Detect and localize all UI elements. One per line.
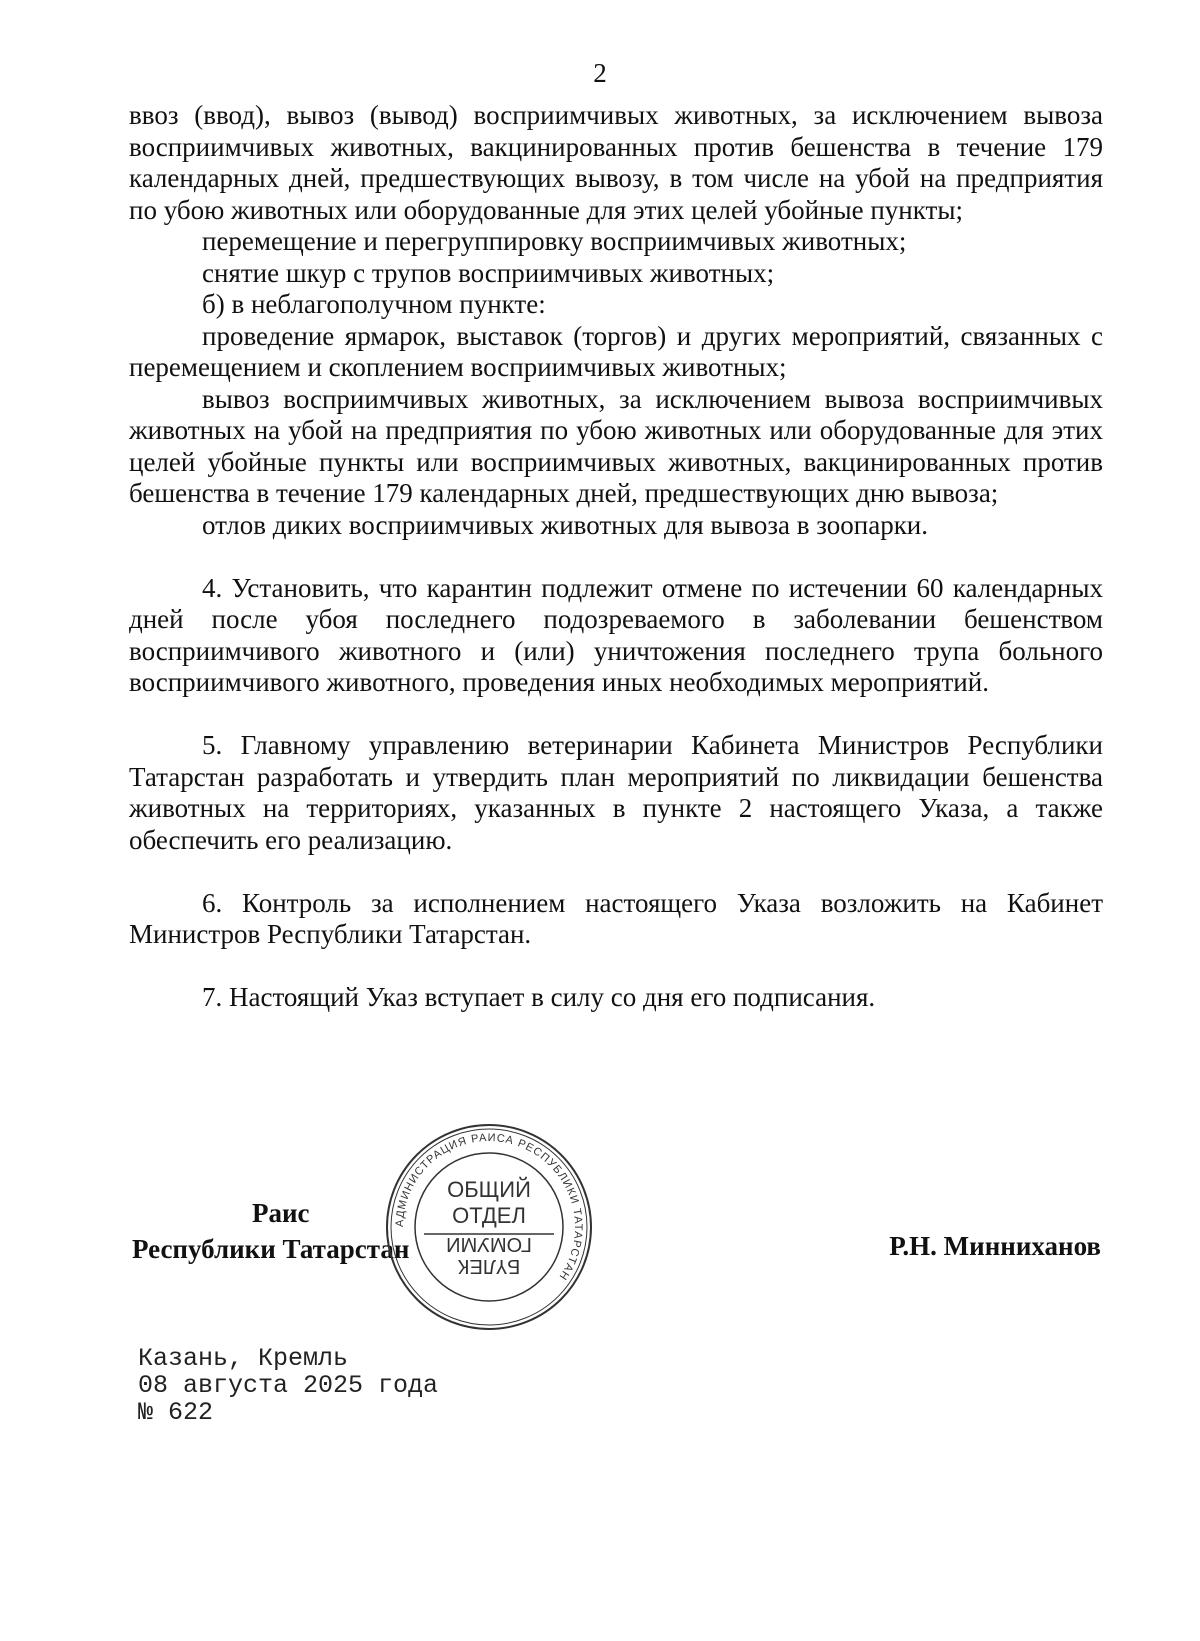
paragraph: 7. Настоящий Указ вступает в силу со дня его подписания. xyxy=(202,982,876,1012)
paragraph: б) в неблагополучном пункте: xyxy=(202,289,546,319)
stamp-inner-top: ОБЩИЙ xyxy=(447,1177,531,1202)
paragraph: проведение ярмарок, выставок (торгов) и других мероприятий, связанных с перемещением и скоплением восприимчивых животных; xyxy=(129,320,1103,382)
paragraph: перемещение и перегруппировку восприимчивых животных; xyxy=(202,226,907,256)
decree-body xyxy=(129,100,1103,1014)
paragraph: снятие шкур с трупов восприимчивых животных; xyxy=(202,257,775,288)
signatory-title-line2: Республики Татарстан xyxy=(132,1234,410,1264)
official-stamp xyxy=(384,1122,594,1332)
footer-number: № 622 xyxy=(138,1398,214,1427)
paragraph: ввоз (ввод), вывоз (вывод) восприимчивых животных, за исключением вывоза восприимчивых животных, вакцинированных против бешенства в течение 179 календарных дней, предшествующих вывозу, в том числе на убой на предприятия по убою животных или оборудованные для этих целей убойные пункты; xyxy=(129,100,1103,225)
paragraph: 6. Контроль за исполнением настоящего Указа возложить на Кабинет Министров Республики Татарстан. xyxy=(129,887,1103,949)
page-number: 2 xyxy=(593,58,607,88)
signatory-title-line1: Раис xyxy=(252,1198,310,1228)
stamp-outer-text: АДМИНИСТРАЦИЯ РАИСА РЕСПУБЛИКИ ТАТАРСТАН xyxy=(393,1131,585,1283)
footer-date: 08 августа 2025 года xyxy=(138,1371,439,1400)
paragraph: 4. Установить, что карантин подлежит отмене по истечении 60 календарных дней после убоя последнего подозреваемого в заболевании бешенством восприимчивого животного и (или) уничтожения последнего трупа больного восприимчивого животного, проведения иных необходимых мероприятий. xyxy=(129,572,1103,697)
document-footer xyxy=(138,1345,438,1426)
paragraph: 5. Главному управлению ветеринарии Кабинета Министров Республики Татарстан разработать и утвердить план мероприятий по ликвидации бешенства животных на территориях, указанных в пункте 2 настоящего Указа, а также обеспечить его реализацию. xyxy=(129,730,1103,855)
footer-place: Казань, Кремль xyxy=(138,1344,349,1373)
stamp-inner-bottom1: БҮЛЕК xyxy=(457,1255,521,1277)
paragraph: вывоз восприимчивых животных, за исключением вывоза восприимчивых животных на убой на предприятия по убою животных или оборудованные для этих целей убойные пункты или восприимчивых животных, вакцинированных против бешенства в течение 179 календарных дней, предшествующих дню вывоза; xyxy=(129,383,1103,508)
stamp-inner-mid: ОТДЕЛ xyxy=(452,1203,526,1228)
paragraph: отлов диких восприимчивых животных для вывоза в зоопарки. xyxy=(202,509,929,540)
stamp-inner-bottom2: ГОМУМИ xyxy=(446,1233,532,1255)
signatory-title xyxy=(132,1195,409,1267)
signatory-name: Р.Н. Минниханов xyxy=(889,1231,1101,1261)
